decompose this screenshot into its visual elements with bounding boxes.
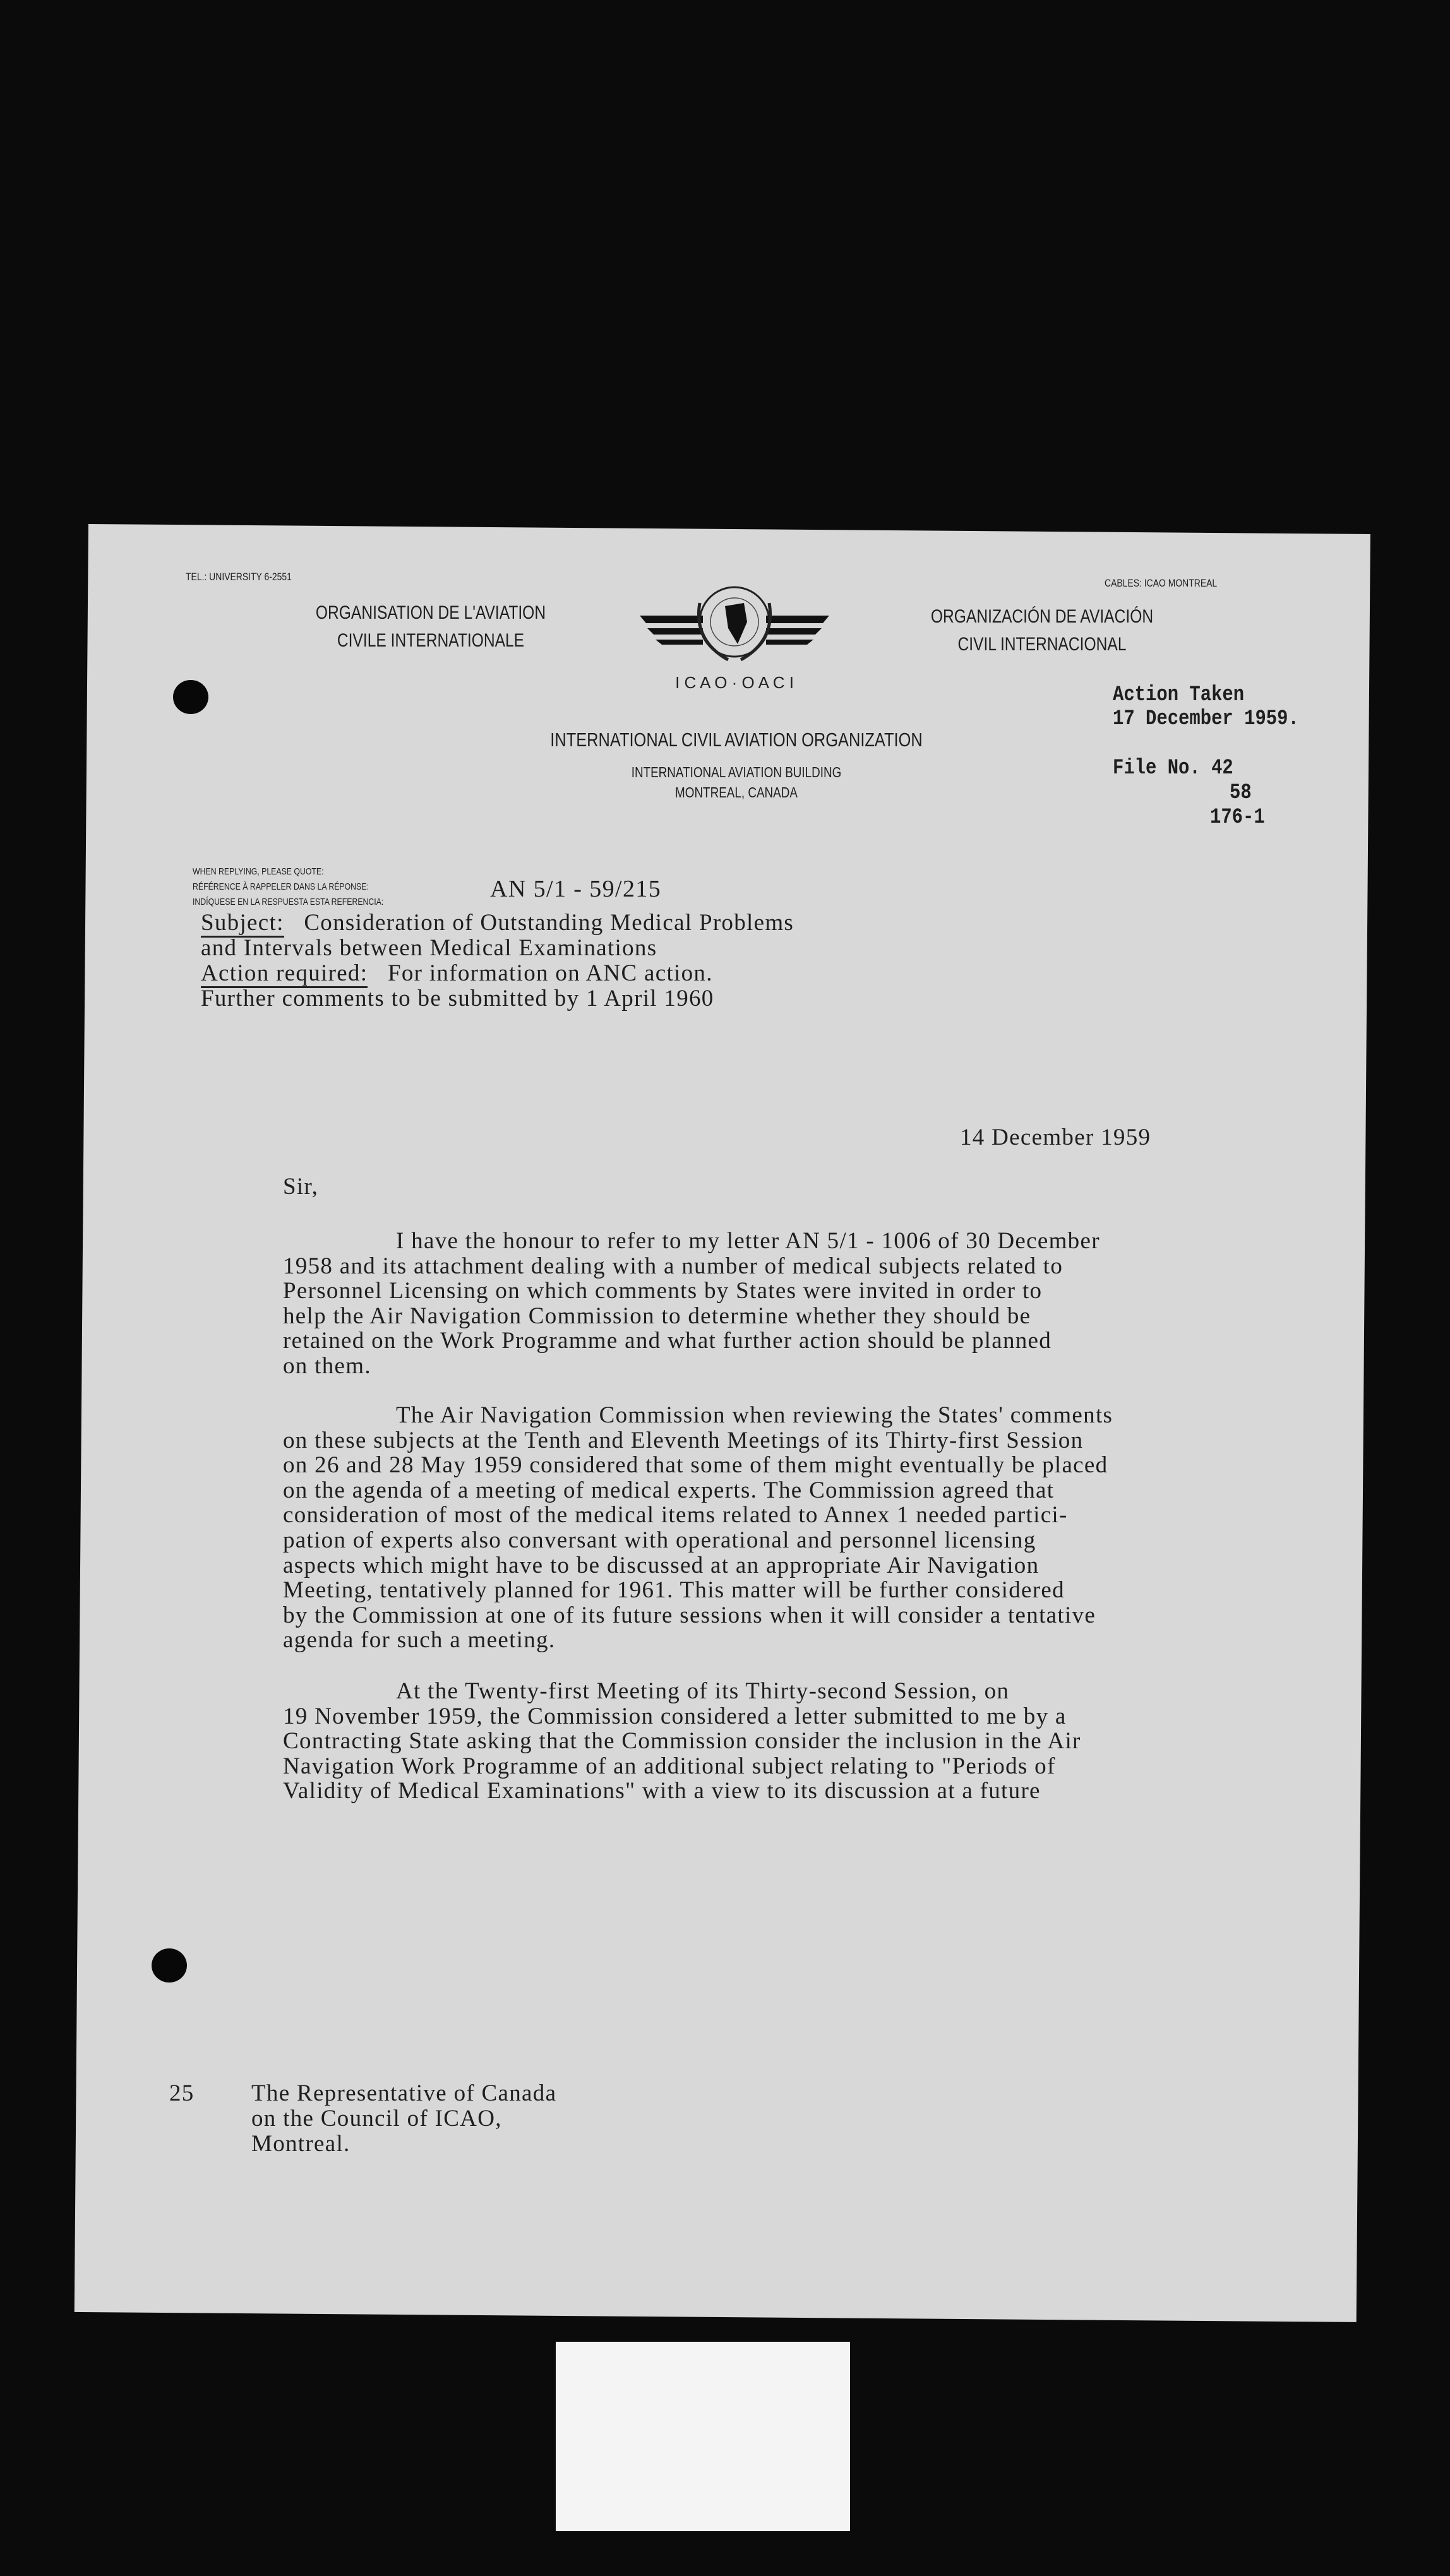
reference-number: AN 5/1 - 59/215 [490,876,662,902]
action-taken-date: 17 December 1959. [1113,707,1299,731]
reference-label-fr: RÉFÉRENCE À RAPPELER DANS LA RÉPONSE: [193,881,369,892]
punch-hole-icon [173,680,208,714]
telephone: TEL.: UNIVERSITY 6-2551 [186,571,292,583]
action-required-text: For information on ANC action. [387,960,713,986]
paragraph-2-line: agenda for such a meeting. [283,1627,556,1654]
paragraph-3-line: At the Twenty-first Meeting of its Thirty-second Session, on [396,1678,1010,1704]
paragraph-1-line: 1958 and its attachment dealing with a number of medical subjects related to [283,1253,1064,1279]
file-number-3: 176-1 [1210,806,1265,830]
paragraph-3-line: 19 November 1959, the Commission considered a letter submitted to me by a [283,1703,1067,1729]
addressee-line1: The Representative of Canada [251,2080,557,2106]
file-number-2: 58 [1230,781,1252,805]
paragraph-2-line: on the agenda of a meeting of medical experts. The Commission agreed that [283,1477,1055,1503]
reference-label-es: INDÍQUESE EN LA RESPUESTA ESTA REFERENCIA: [193,897,384,907]
french-name-line2: CIVILE INTERNATIONALE [337,630,525,651]
salutation: Sir, [283,1174,319,1200]
cables: CABLES: ICAO MONTREAL [1105,577,1218,589]
action-required-label: Action required: [201,960,368,988]
further-comments: Further comments to be submitted by 1 April 1960 [201,986,714,1011]
action-taken-label: Action Taken [1113,683,1245,707]
paragraph-1-line: on them. [283,1353,371,1379]
paragraph-1-line: I have the honour to refer to my letter AN 5/1 - 1006 of 30 December [396,1228,1100,1254]
paragraph-1-line: help the Air Navigation Commission to determine whether they should be [283,1303,1031,1329]
paragraph-2-line: on these subjects at the Tenth and Eleventh Meetings of its Thirty-first Session [283,1427,1084,1453]
action-required-line [201,960,713,987]
french-name-line1: ORGANISATION DE L'AVIATION [315,602,546,623]
paragraph-3-line: Validity of Medical Examinations" with a view to its discussion at a future [283,1778,1041,1804]
svg-text:I C A O · O A C I: I C A O · O A C I [675,673,794,692]
reference-label-en: WHEN REPLYING, PLEASE QUOTE: [193,866,324,877]
addressee-line2: on the Council of ICAO, [251,2106,502,2132]
paragraph-3-line: Navigation Work Programme of an additional subject relating to "Periods of [283,1753,1056,1779]
icao-logo-icon [640,578,829,698]
paragraph-2-line: The Air Navigation Commission when reviewing the States' comments [396,1402,1113,1428]
subject-text: Consideration of Outstanding Medical Problems [304,910,794,936]
spanish-name-line2: CIVIL INTERNACIONAL [957,634,1127,655]
paragraph-2-line: pation of experts also conversant with operational and personnel licensing [283,1527,1036,1553]
paragraph-2-line: aspects which might have to be discussed at an appropriate Air Navigation [283,1552,1040,1578]
paragraph-2-line: Meeting, tentatively planned for 1961. This matter will be further considered [283,1577,1065,1604]
addressee-line3: Montreal. [251,2131,351,2157]
letter-date: 14 December 1959 [960,1124,1151,1150]
organization-name: INTERNATIONAL CIVIL AVIATION ORGANIZATION [550,729,923,751]
paragraph-2-line: consideration of most of the medical items related to Annex 1 needed partici- [283,1502,1068,1529]
file-number: File No. 42 [1113,756,1233,780]
page-number: 25 [169,2080,195,2106]
blank-card [556,2342,850,2531]
punch-hole-icon [152,1948,187,1983]
paragraph-1-line: Personnel Licensing on which comments by States were invited in order to [283,1278,1043,1304]
address-line1: INTERNATIONAL AVIATION BUILDING [631,764,842,780]
paragraph-2-line: on 26 and 28 May 1959 considered that some of them might eventually be placed [283,1452,1108,1479]
paragraph-2-line: by the Commission at one of its future sessions when it will consider a tentative [283,1602,1096,1628]
paragraph-3-line: Contracting State asking that the Commission consider the inclusion in the Air [283,1728,1081,1755]
subject-line2: and Intervals between Medical Examinations [201,935,657,961]
subject-line1 [201,909,794,936]
subject-label: Subject: [201,910,284,938]
spanish-name-line1: ORGANIZACIÓN DE AVIACIÓN [930,606,1154,627]
paragraph-1-line: retained on the Work Programme and what further action should be planned [283,1328,1052,1354]
address-line2: MONTREAL, CANADA [675,784,798,801]
